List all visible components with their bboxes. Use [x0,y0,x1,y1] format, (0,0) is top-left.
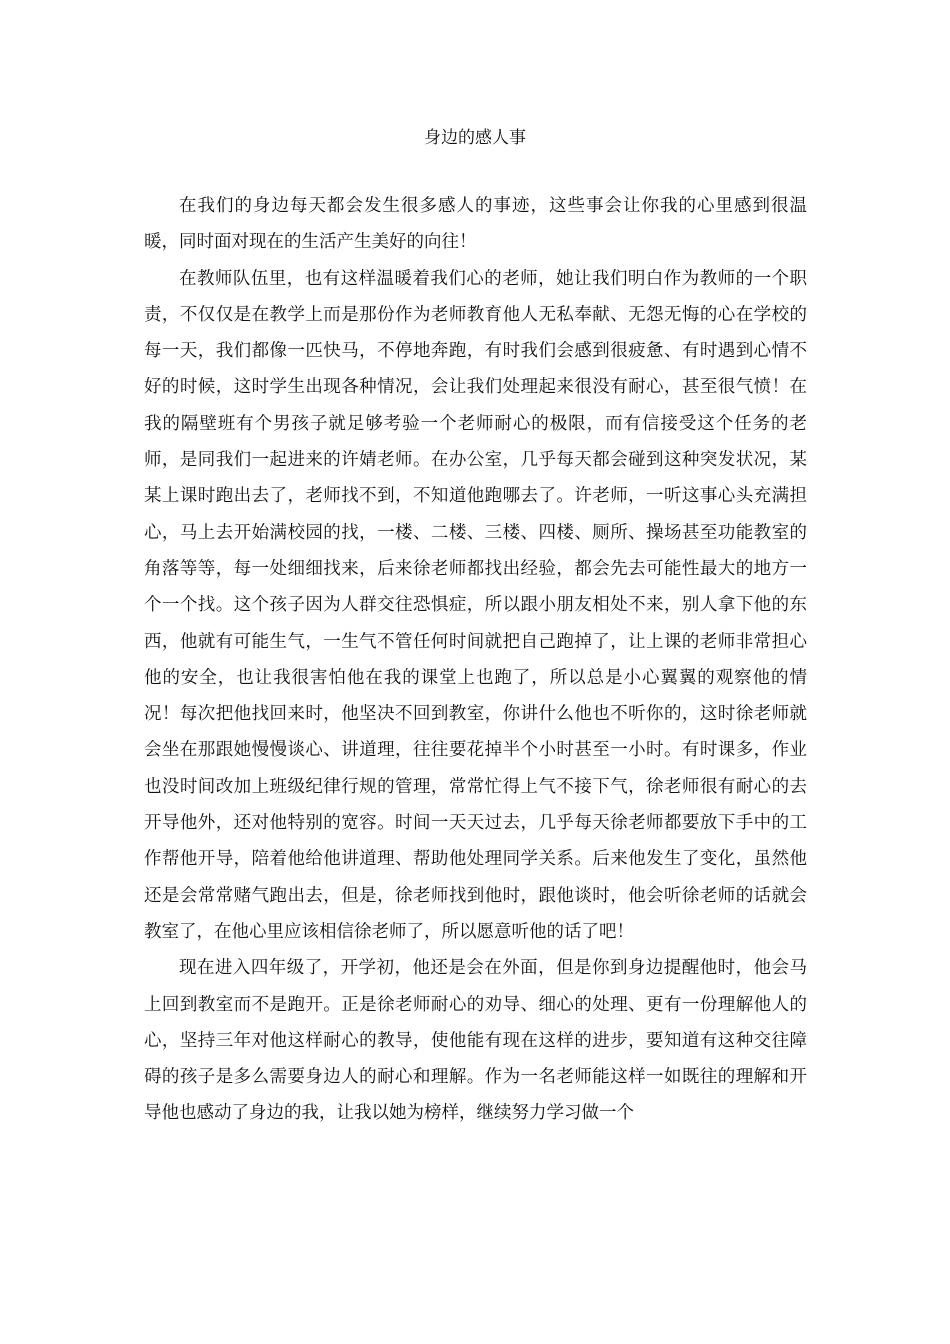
document-body [144,188,807,1132]
paragraph-3: 现在进入四年级了，开学初，他还是会在外面，但是你到身边提醒他时，他会马上回到教室而不是跑开。正是徐老师耐心的劝导、细心的处理、更有一份理解他人的心，坚持三年对他这样耐心的教导，使他能有现在这样的进步，要知道有这种交往障碍的孩子是多么需要身边人的耐心和理解。作为一名老师能这样一如既往的理解和开导他也感动了身边的我，让我以她为榜样，继续努力学习做一个 [144,958,807,1124]
paragraph-2: 在教师队伍里，也有这样温暖着我们心的老师，她让我们明白作为教师的一个职责，不仅仅是在教学上而是那份作为老师教育他人无私奉献、无怨无悔的心在学校的每一天，我们都像一匹快马，不停地奔跑，有时我们会感到很疲惫、有时遇到心情不好的时候，这时学生出现各种情况，会让我们处理起来很没有耐心，甚至很气愤！在我的隔壁班有个男孩子就足够考验一个老师耐心的极限，而有信接受这个任务的老师，是同我们一起进来的许婧老师。在办公室，几乎每天都会碰到这种突发状况，某某上课时跑出去了，老师找不到，不知道他跑哪去了。许老师，一听这事心头充满担心，马上去开始满校园的找，一楼、二楼、三楼、四楼、厕所、操场甚至功能教室的角落等等，每一处细细找来，后来徐老师都找出经验，都会先去可能性最大的地方一个一个找。这个孩子因为人群交往恐惧症，所以跟小朋友相处不来，别人拿下他的东西，他就有可能生气，一生气不管任何时间就把自己跑掉了，让上课的老师非常担心他的安全，也让我很害怕他在我的课堂上也跑了，所以总是小心翼翼的观察他的情况！每次把他找回来时，他坚决不回到教室，你讲什么他也不听你的，这时徐老师就会坐在那跟她慢慢谈心、讲道理，往往要花掉半个小时甚至一小时。有时课多，作业也没时间改加上班级纪律行规的管理，常常忙得上气不接下气，徐老师很有耐心的去开导他外，还对他特别的宽容。时间一天天过去，几乎每天徐老师都要放下手中的工作帮他开导，陪着他给他讲道理、帮助他处理同学关系。后来他发生了变化，虽然他还是会常常赌气跑出去，但是，徐老师找到他时，跟他谈时，他会听徐老师的话就会教室了，在他心里应该相信徐老师了，所以愿意听他的话了吧！ [144,268,807,942]
document-title: 身边的感人事 [424,128,526,148]
paragraph-1: 在我们的身边每天都会发生很多感人的事迹，这些事会让你我的心里感到很温暖，同时面对现在的生活产生美好的向往！ [144,196,807,253]
